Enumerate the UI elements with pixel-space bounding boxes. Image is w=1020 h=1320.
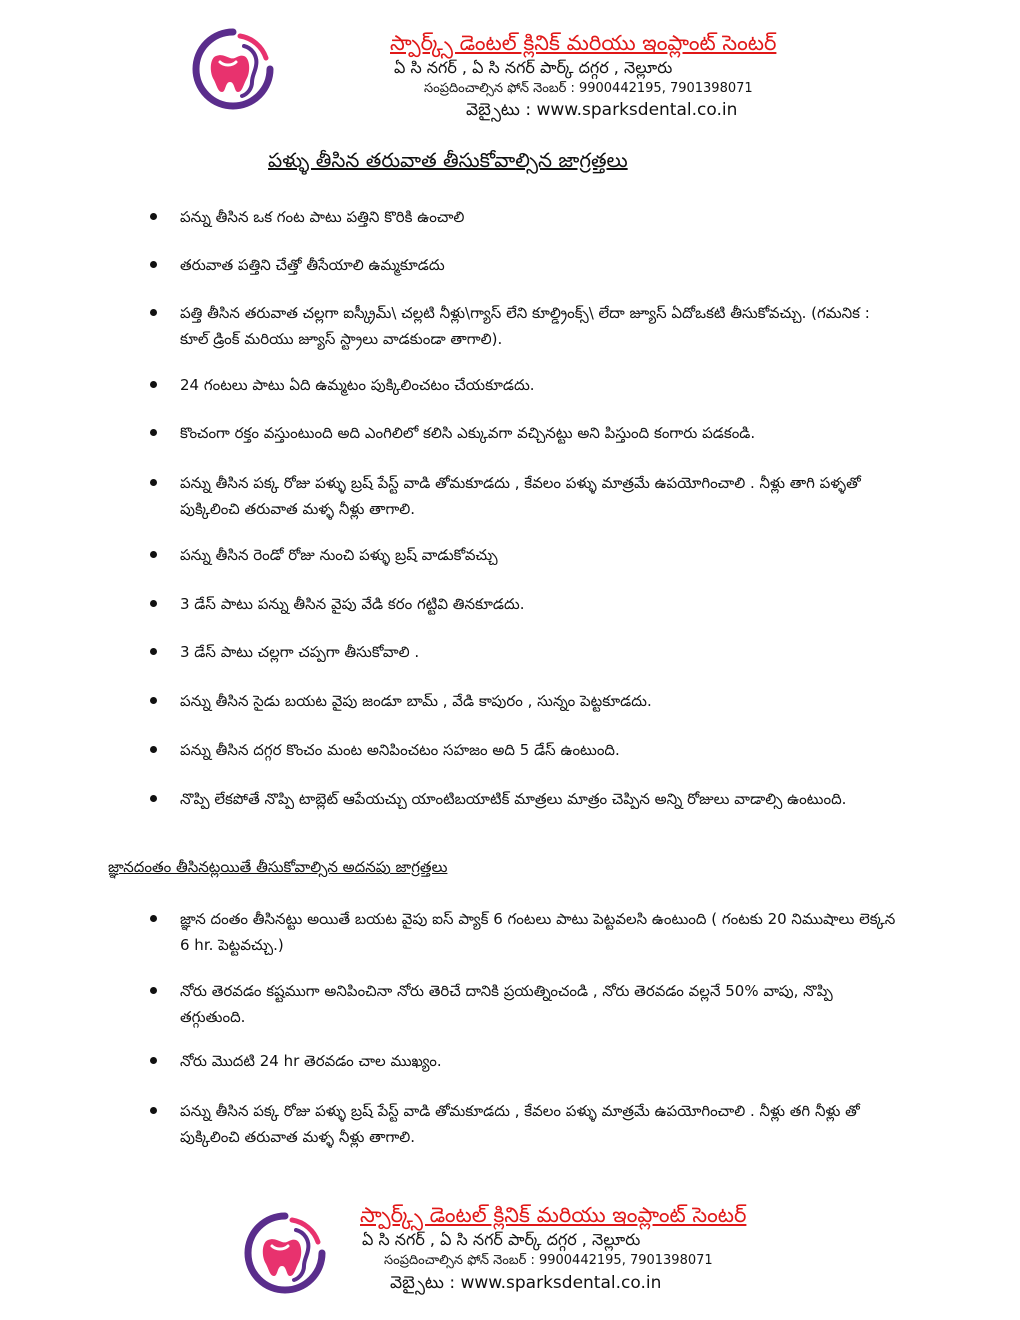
footer-website: వెబ్సైటు : www.sparksdental.co.in (390, 1273, 662, 1293)
page-title: పళ్ళు తీసిన తరువాత తీసుకోవాల్సిన జాగ్రత్తలు (268, 148, 628, 172)
list-item: నోరు మొదటి 24 hr తెరవడం చాల ముఖ్యం. (150, 1048, 900, 1074)
clinic-logo-icon (192, 28, 274, 110)
clinic-name: స్పార్క్స్ డెంటల్ క్లినిక్ మరియు ఇంప్లాంట్ సెంటర్ (390, 31, 777, 55)
bullet-icon (150, 987, 157, 994)
clinic-phone: సంప్రదించాల్సిన ఫోన్ నెంబర్ : 9900442195, 7901398071 (424, 81, 753, 96)
list-item: 3 డేస్ పాటు పన్ను తీసిన వైపు వేడి కరం గట్టివి తినకూడదు. (150, 591, 900, 617)
clinic-website: వెబ్సైటు : www.sparksdental.co.in (466, 100, 738, 120)
bullet-icon (150, 915, 157, 922)
bullet-icon (150, 261, 157, 268)
footer-clinic-name: స్పార్క్స్ డెంటల్ క్లినిక్ మరియు ఇంప్లాంట్ సెంటర్ (360, 1203, 747, 1227)
bullet-icon (150, 746, 157, 753)
bullet-icon (150, 697, 157, 704)
list-item: పన్ను తీసిన దగ్గర కొంచం మంట అనిపించటం సహజం అది 5 డేస్ ఉంటుంది. (150, 737, 900, 763)
list-item: నోరు తెరవడం కష్టముగా అనిపించినా నోరు తెరిచే దానికి ప్రయత్నించండి , నోరు తెరవడం వల్లనే 50% వాపు, నొప్పి తగ్గుతుంది. (150, 978, 900, 1030)
list-item: పన్ను తీసిన పక్క రోజు పళ్ళు బ్రష్ పేస్ట్ వాడి తోమకూడదు , కేవలం పళ్ళు మాత్రమే ఉపయోగించాలి . నీళ్లు తగి నీళ్లు తో పుక్కిలించి తరువాత మళ్ళ నీళ్లు తాగాలి. (150, 1098, 900, 1150)
bullet-icon (150, 213, 157, 220)
clinic-address: ఏ సి నగర్ , ఏ సి నగర్ పార్క్ దగ్గర , నెల్లూరు (394, 58, 673, 77)
bullet-icon (150, 309, 157, 316)
bullet-icon (150, 600, 157, 607)
list-item: జ్ఞాన దంతం తీసినట్టు అయితే బయట వైపు ఐస్ ప్యాక్ 6 గంటలు పాటు పెట్టవలసి ఉంటుంది ( గంటకు 20 నిముషాలు లెక్కన 6 hr. పెట్టవచ్చు.) (150, 906, 900, 958)
footer-address: ఏ సి నగర్ , ఏ సి నగర్ పార్క్ దగ్గర , నెల్లూరు (362, 1230, 641, 1249)
list-item: నొప్పి లేకపోతే నొప్పి టాబ్లెట్ ఆపేయచ్చు యాంటిబయాటిక్ మాత్రలు మాత్రం చెప్పిన అన్ని రోజులు వాడాల్సి ఉంటుంది. (150, 786, 900, 812)
bullet-icon (150, 551, 157, 558)
bullet-icon (150, 429, 157, 436)
list-item: పన్ను తీసిన రెండో రోజు నుంచి పళ్ళు బ్రష్ వాడుకోవచ్చు (150, 542, 900, 568)
bullet-icon (150, 381, 157, 388)
footer (360, 1202, 746, 1228)
list-item: 24 గంటలు పాటు ఏది ఉమ్మటం పుక్కిలించటం చేయకూడదు. (150, 372, 900, 398)
header (390, 30, 776, 56)
footer-phone: సంప్రదించాల్సిన ఫోన్ నెంబర్ : 9900442195, 7901398071 (384, 1253, 713, 1268)
bullet-icon (150, 1057, 157, 1064)
list-item: పన్ను తీసిన ఒక గంట పాటు పత్తిని కొరికి ఉంచాలి (150, 204, 900, 230)
list-item: పత్తి తీసిన తరువాత చల్లగా ఐస్క్రీమ్\ చల్లటి నీళ్లు\గ్యాస్ లేని కూల్డ్రింక్స్\ లేదా జ్యూస్ ఏదోఒకటి తీసుకోవచ్చు. (గమనిక : కూల్ డ్రింక్ మరియు జ్యూస్ స్ట్రాలు వాడకుండా తాగాలి). (150, 300, 900, 352)
list-item: 3 డేస్ పాటు చల్లగా చప్పగా తీసుకోవాలి . (150, 639, 900, 665)
list-item: పన్ను తీసిన పక్క రోజు పళ్ళు బ్రష్ పేస్ట్ వాడి తోమకూడదు , కేవలం పళ్ళు మాత్రమే ఉపయోగించాలి . నీళ్లు తాగి పళ్ళతో పుక్కిలించి తరువాత మళ్ళ నీళ్లు తాగాలి. (150, 470, 900, 522)
bullet-icon (150, 795, 157, 802)
list-item: పన్ను తీసిన సైడు బయట వైపు జండూ బామ్ , వేడి కాపురం , సున్నం పెట్టకూడదు. (150, 688, 900, 714)
footer-logo-icon (244, 1212, 326, 1294)
bullet-icon (150, 479, 157, 486)
list-item: తరువాత పత్తిని చేత్తో తీసేయాలి ఉమ్మకూడదు (150, 252, 900, 278)
bullet-icon (150, 648, 157, 655)
list-item: కొంచంగా రక్తం వస్తుంటుంది అది ఎంగిలిలో కలిసి ఎక్కువగా వచ్చినట్టు అని పిస్తుంది కంగారు పడకండి. (150, 420, 900, 446)
bullet-icon (150, 1107, 157, 1114)
wisdom-tooth-heading: జ్ఞానదంతం తీసినట్లయితే తీసుకోవాల్సిన అదనపు జాగ్రత్తలు (108, 858, 448, 876)
